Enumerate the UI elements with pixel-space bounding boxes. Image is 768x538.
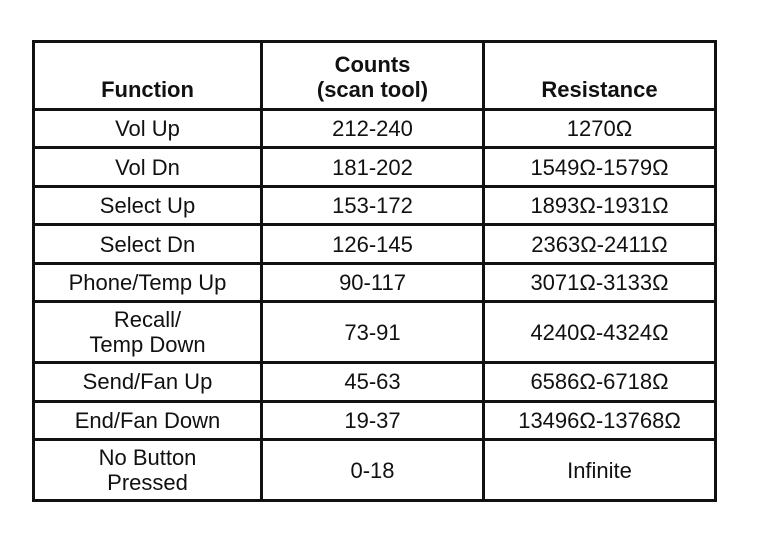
cell-function — [34, 186, 262, 224]
function-counts-resistance-table-container — [32, 40, 714, 502]
table-row — [34, 302, 716, 363]
cell-counts: 212-240 — [262, 110, 484, 148]
cell-function-line1: No Button — [98, 445, 197, 471]
table-row — [34, 225, 716, 263]
header-resistance-label: Resistance — [541, 77, 658, 102]
table-row — [34, 110, 716, 148]
cell-function-text: Send/Fan Up — [82, 369, 213, 395]
cell-resistance: 4240Ω-4324Ω — [484, 302, 716, 363]
cell-counts: 90-117 — [262, 263, 484, 301]
table-row — [34, 363, 716, 401]
cell-function — [34, 225, 262, 263]
cell-counts: 181-202 — [262, 148, 484, 186]
cell-resistance: 3071Ω-3133Ω — [484, 263, 716, 301]
cell-function-line1: Recall/ — [113, 307, 182, 333]
cell-resistance: 2363Ω-2411Ω — [484, 225, 716, 263]
cell-function-text: Vol Up — [115, 116, 180, 142]
cell-resistance: Infinite — [484, 440, 716, 501]
header-function — [34, 42, 262, 110]
cell-counts: 19-37 — [262, 401, 484, 439]
cell-function — [34, 363, 262, 401]
table-header-row — [34, 42, 716, 110]
table-row — [34, 263, 716, 301]
cell-function-text: End/Fan Down — [74, 407, 221, 433]
cell-resistance: 1270Ω — [484, 110, 716, 148]
cell-function — [34, 302, 262, 363]
header-counts — [262, 42, 484, 110]
table-row — [34, 148, 716, 186]
cell-counts: 73-91 — [262, 302, 484, 363]
cell-function-text: Select Up — [99, 193, 196, 219]
function-counts-resistance-table — [32, 40, 717, 502]
cell-resistance: 1893Ω-1931Ω — [484, 186, 716, 224]
cell-counts: 0-18 — [262, 440, 484, 501]
cell-function-text: Select Dn — [99, 231, 196, 257]
cell-function — [34, 440, 262, 501]
table-row — [34, 440, 716, 501]
cell-function — [34, 148, 262, 186]
table-row — [34, 186, 716, 224]
table-row — [34, 401, 716, 439]
cell-function-text: Vol Dn — [115, 154, 180, 180]
header-counts-line2: (scan tool) — [316, 77, 429, 102]
cell-function — [34, 401, 262, 439]
cell-function — [34, 110, 262, 148]
cell-function-line2: Pressed — [107, 470, 188, 496]
header-counts-line1: Counts — [334, 52, 411, 77]
cell-resistance: 1549Ω-1579Ω — [484, 148, 716, 186]
cell-function — [34, 263, 262, 301]
cell-counts: 126-145 — [262, 225, 484, 263]
cell-resistance: 6586Ω-6718Ω — [484, 363, 716, 401]
header-resistance — [484, 42, 716, 110]
cell-counts: 153-172 — [262, 186, 484, 224]
cell-function-text: Phone/Temp Up — [68, 270, 227, 296]
cell-function-line2: Temp Down — [89, 332, 206, 358]
cell-resistance: 13496Ω-13768Ω — [484, 401, 716, 439]
header-function-label: Function — [101, 77, 194, 102]
cell-counts: 45-63 — [262, 363, 484, 401]
